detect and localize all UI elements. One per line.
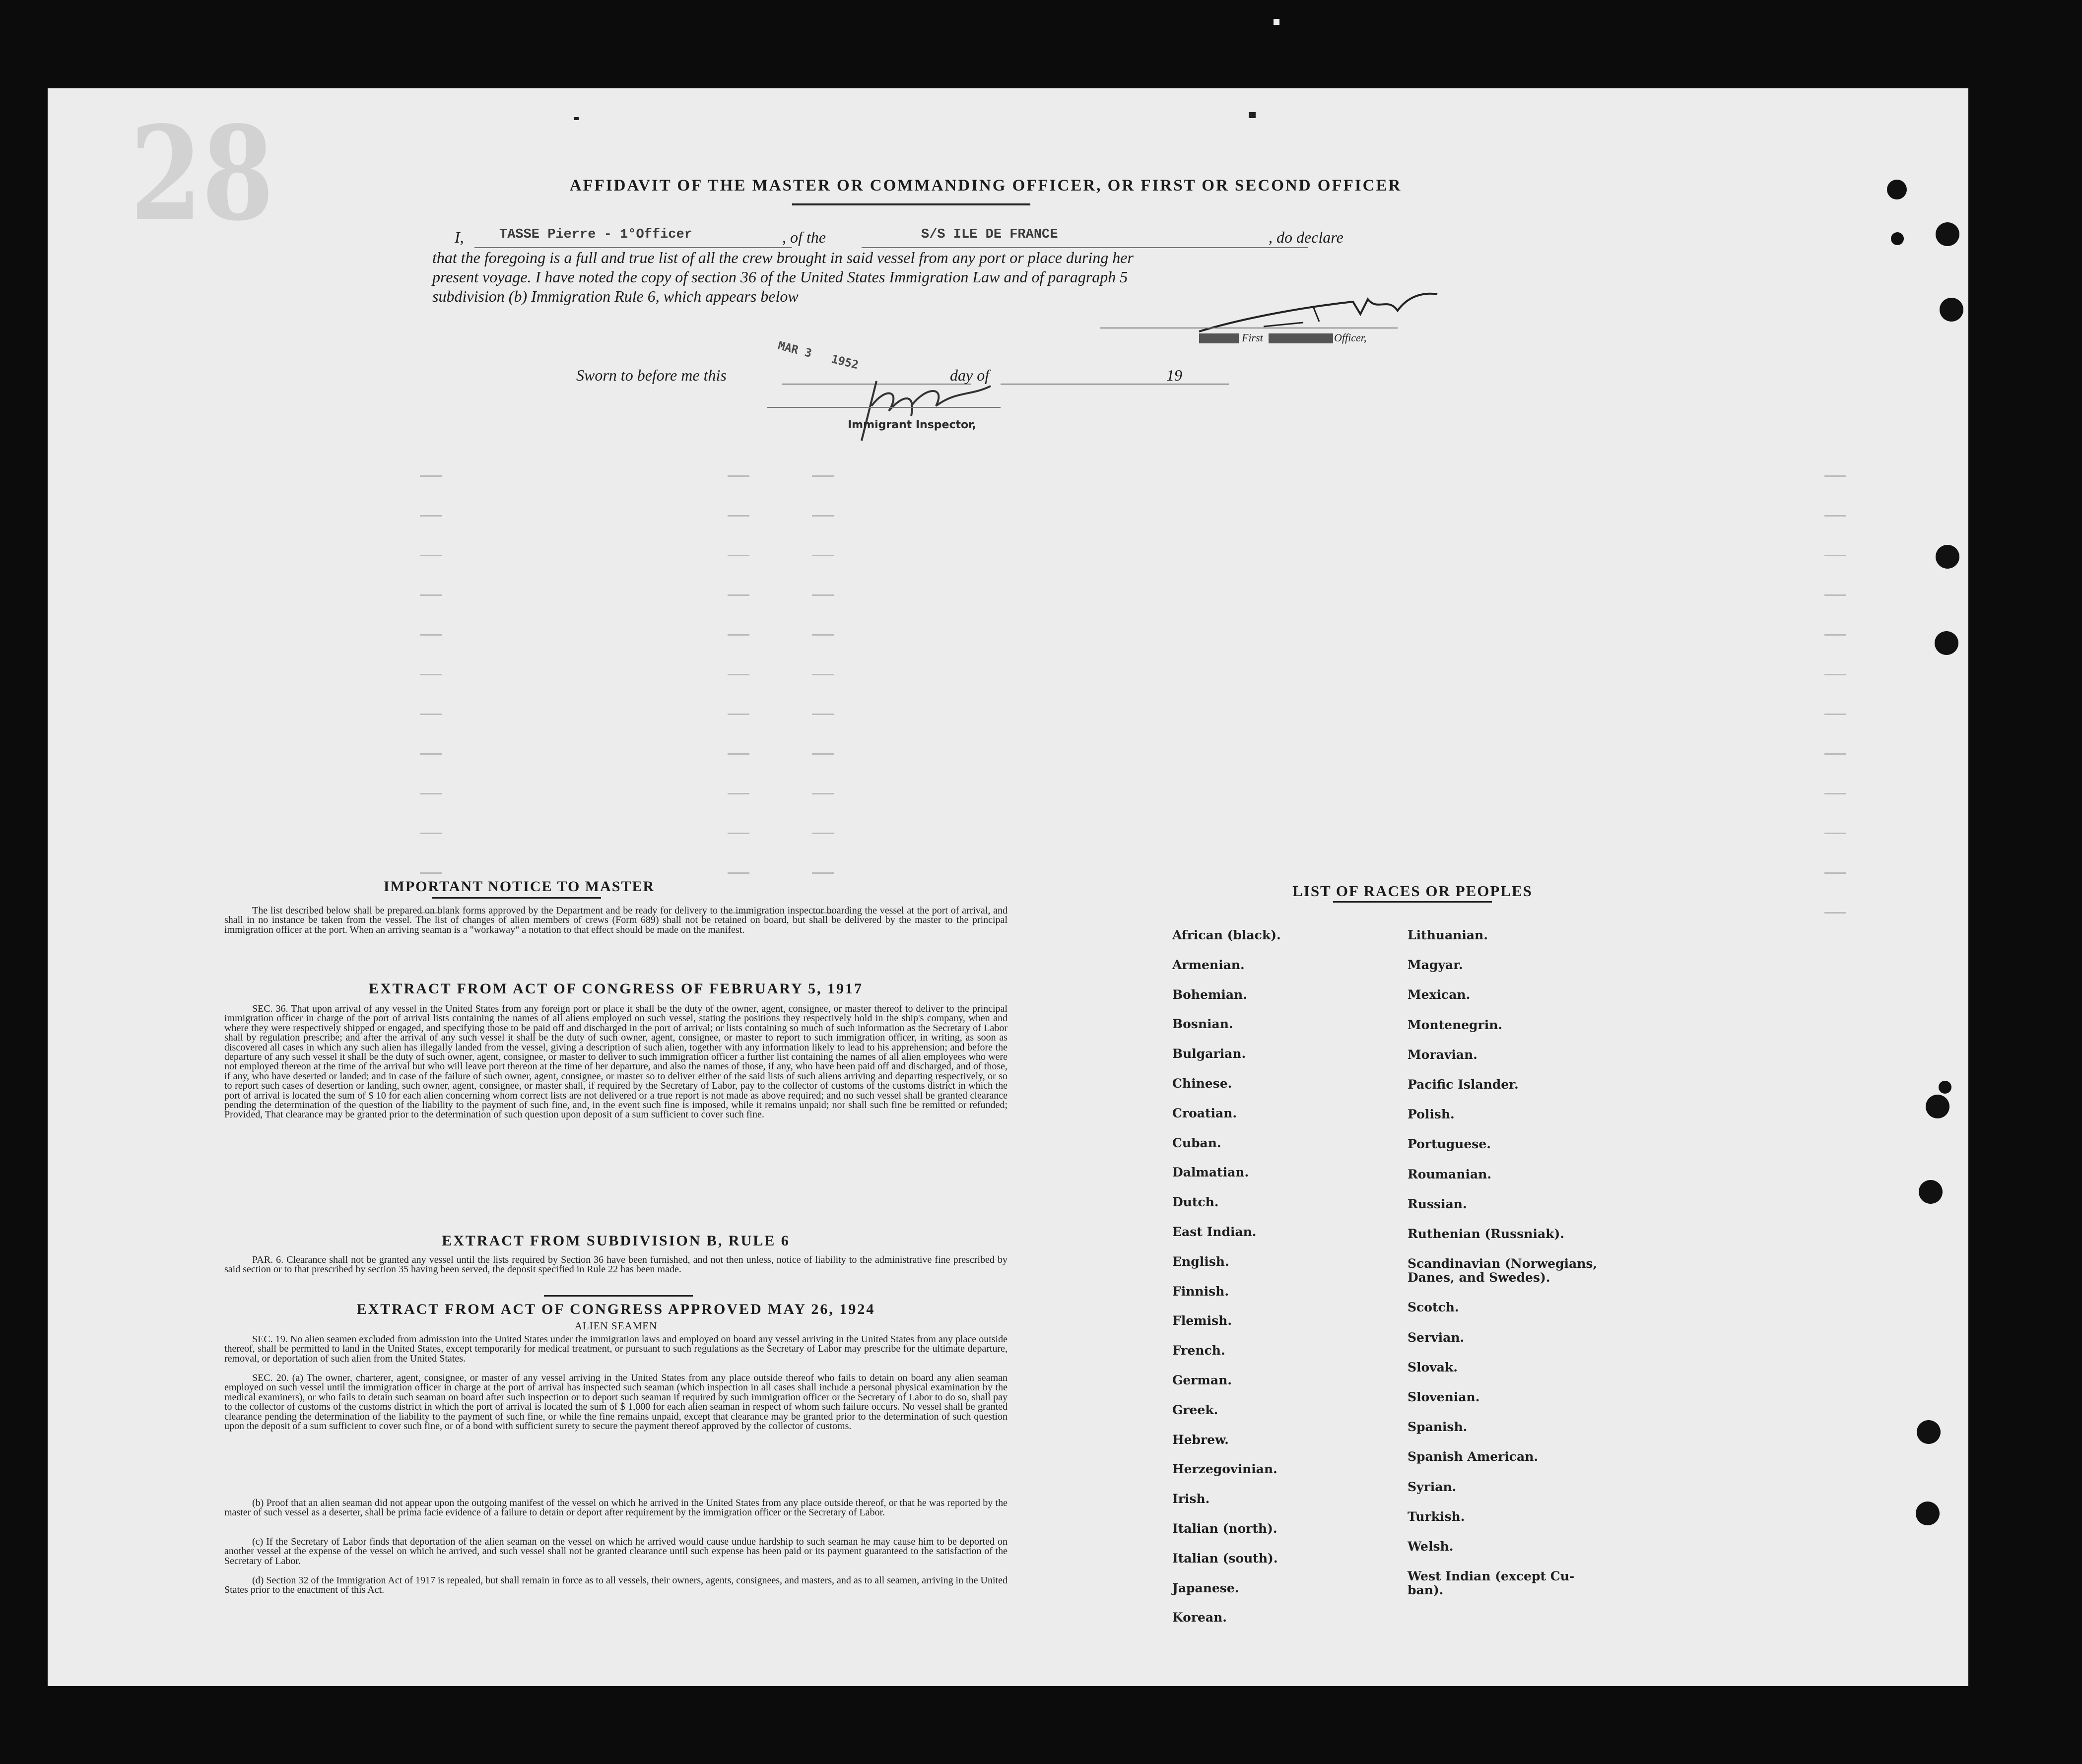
race-item: Cuban.	[1172, 1135, 1221, 1150]
binder-hole	[1936, 222, 1959, 246]
race-item: Flemish.	[1172, 1313, 1232, 1328]
race-item: Greek.	[1172, 1402, 1218, 1417]
race-item: Italian (north).	[1172, 1521, 1277, 1536]
affidavit-of-the: , of the	[782, 228, 826, 246]
race-item: Roumanian.	[1408, 1167, 1492, 1181]
race-item: Spanish American.	[1408, 1449, 1539, 1464]
sec-20d-text: (d) Section 32 of the Immigration Act of 1917 is repealed, but shall remain in force as to all vessels, their owners, agents, consignees, and masters, and as to all seamen, arriving in the United States prior to the enactment of this Act.	[224, 1575, 1007, 1596]
sec-20c-text: (c) If the Secretary of Labor finds that deportation of the alien seaman on the vessel on which he arrived would cause undue hardship to such seaman he may cause him to be deported on another vessel at the expense of the vessel on which he arrived, and such vessel shall not be granted clearance until such expense has been paid or its payment guaranteed to the satisfaction of the Secretary of Labor.	[224, 1536, 1007, 1567]
binder-dot	[1939, 1081, 1951, 1094]
sworn-text: Sworn to before me this	[576, 366, 727, 384]
race-item: Pacific Islander.	[1408, 1077, 1519, 1092]
affidavit-title-rule	[792, 203, 1030, 205]
extract-1924-subtitle: ALIEN SEAMEN	[574, 1320, 658, 1332]
extract-1924-title: EXTRACT FROM ACT OF CONGRESS APPROVED MAY 26, 1924	[356, 1301, 875, 1317]
top-mark-1	[574, 117, 579, 120]
race-item: Japanese.	[1172, 1580, 1239, 1595]
race-item: French.	[1172, 1343, 1225, 1358]
inspector-signature-line	[767, 407, 1001, 408]
race-item: Danes, and Swedes).	[1408, 1270, 1550, 1285]
race-item: Korean.	[1172, 1610, 1227, 1625]
binder-hole	[1940, 298, 1963, 322]
extract-rule6-rule	[544, 1295, 693, 1297]
race-item: Dalmatian.	[1172, 1165, 1249, 1180]
race-item: Finnish.	[1172, 1284, 1229, 1299]
race-item: Mexican.	[1408, 987, 1471, 1002]
race-item: Turkish.	[1408, 1509, 1465, 1524]
binder-hole	[1887, 180, 1907, 199]
race-item: Irish.	[1172, 1492, 1210, 1506]
notice-title: IMPORTANT NOTICE TO MASTER	[383, 878, 655, 895]
race-item: German.	[1172, 1373, 1232, 1387]
race-item: English.	[1172, 1254, 1229, 1269]
affidavit-do-declare: , do declare	[1269, 228, 1343, 246]
race-item: Chinese.	[1172, 1076, 1232, 1091]
binder-hole	[1936, 545, 1959, 569]
officer-name-line	[474, 247, 792, 248]
date-stamp: MAR 3 1952	[776, 339, 860, 372]
bleed-through-number: 28	[130, 98, 274, 250]
binder-hole	[1919, 1180, 1943, 1204]
year-prefix: 19	[1166, 366, 1182, 384]
race-item: Portuguese.	[1408, 1137, 1491, 1152]
vessel-name: S/S ILE DE FRANCE	[921, 227, 1058, 242]
inspector-caption: Immigrant Inspector,	[848, 419, 977, 431]
race-item: Lithuanian.	[1408, 928, 1488, 942]
race-item: Bulgarian.	[1172, 1046, 1246, 1061]
affidavit-body-line-1: that the foregoing is a full and true list of all the crew brought in said vessel from any port or place during her	[432, 249, 1134, 266]
affidavit-i-label: I,	[455, 228, 464, 246]
affidavit-title: AFFIDAVIT OF THE MASTER OR COMMANDING OFFICER, OR FIRST OR SECOND OFFICER	[569, 177, 1402, 195]
race-item: Herzegovinian.	[1172, 1462, 1277, 1477]
race-item: East Indian.	[1172, 1225, 1257, 1239]
binder-hole	[1935, 631, 1958, 655]
races-title: LIST OF RACES OR PEOPLES	[1292, 882, 1533, 900]
binder-dot	[1891, 232, 1904, 245]
race-item: Croatian.	[1172, 1106, 1237, 1120]
race-item: Slovak.	[1408, 1360, 1458, 1374]
race-item: Polish.	[1408, 1107, 1455, 1122]
race-item: Scotch.	[1408, 1300, 1459, 1315]
binder-hole	[1916, 1502, 1940, 1525]
race-item: Scandinavian (Norwegians,	[1408, 1256, 1598, 1271]
extract-rule6-title: EXTRACT FROM SUBDIVISION B, RULE 6	[442, 1233, 790, 1249]
officer-name: TASSE Pierre - 1°Officer	[499, 227, 692, 242]
race-item: Spanish.	[1408, 1420, 1468, 1435]
corner-mark	[1274, 19, 1279, 25]
extract-1917-title: EXTRACT FROM ACT OF CONGRESS OF FEBRUARY 5, 1917	[368, 980, 864, 997]
officer-caption-prefix: First	[1242, 331, 1263, 344]
affidavit-body-line-2: present voyage. I have noted the copy of section 36 of the United States Immigration Law and of paragraph 5	[432, 268, 1128, 286]
officer-rank-redaction-1	[1199, 333, 1239, 343]
race-item: Ruthenian (Russniak).	[1408, 1227, 1564, 1241]
race-item: Welsh.	[1408, 1539, 1454, 1554]
race-item: Russian.	[1408, 1196, 1467, 1211]
sec-19-text: SEC. 19. No alien seamen excluded from admission into the United States under the immigration laws and employed on board any vessel arriving in the United States from any place outside thereof, shall be permitted to land in the United States, except temporarily for medical treatment, or pursuant to such regulations as the Secretary of Labor may prescribe for the ultimate departure, removal, or deportation of such alien from the United States.	[224, 1334, 1007, 1364]
races-title-rule	[1333, 901, 1492, 903]
binder-hole	[1926, 1095, 1949, 1118]
officer-caption-suffix: Officer,	[1334, 331, 1367, 344]
top-mark-2	[1249, 112, 1256, 118]
race-item: Hebrew.	[1172, 1432, 1229, 1447]
race-item: African (black).	[1172, 928, 1281, 942]
officer-signature-line	[1100, 327, 1398, 328]
race-item: West Indian (except Cu-	[1408, 1569, 1575, 1584]
race-item: Bohemian.	[1172, 987, 1247, 1002]
race-item: Magyar.	[1408, 958, 1463, 973]
day-of: day of	[950, 366, 990, 384]
race-item: ban).	[1408, 1583, 1444, 1598]
race-item: Italian (south).	[1172, 1551, 1278, 1566]
race-item: Syrian.	[1408, 1479, 1457, 1494]
inspector-signature	[842, 376, 1001, 451]
sec-20a-text: SEC. 20. (a) The owner, charterer, agent, consignee, or master of any vessel arriving in the United States from any place outside thereof who fails to detain on board any alien seaman employed on such vessel until the immigration officer in charge at the port of arrival has inspected such seaman (which inspection in all cases shall include a personal physical examination by the medical examiners), or who fails to detain such seaman on board after such inspection or to deport such seaman if required by such immigration officer or the Secretary of Labor to do so, shall pay to the collector of customs of the customs district in which the port of arrival is located the sum of $ 1,000 for each alien seaman in respect of whom such failure occurs. No vessel shall be granted clearance pending the determination of the liability to the payment of such fine, or while the fine remains unpaid, except that clearance may be granted prior to the determination of such question upon the deposit of a sum sufficient to cover such fine, or of a bond with sufficient surety to secure the payment thereof approved by the collector of customs.	[224, 1372, 1007, 1432]
extract-rule6-text: PAR. 6. Clearance shall not be granted any vessel until the lists required by Section 36 have been furnished, and not then unless, notice of liability to the administrative fine prescribed by said section or to that prescribed by section 35 having been served, the deposit specified in Rule 22 has been made.	[224, 1254, 1007, 1275]
race-item: Bosnian.	[1172, 1017, 1233, 1032]
affidavit-body-line-3: subdivision (b) Immigration Rule 6, which appears below	[432, 287, 799, 305]
form-page	[48, 88, 1968, 1686]
vessel-name-line	[862, 247, 1308, 248]
notice-text: The list described below shall be prepared on blank forms approved by the Department and be ready for delivery to the immigration inspector boarding the vessel at the port of arrival, and shall in no instance be taken from the vessel. The list of changes of alien members of crews (Form 689) shall not be retained on board, but shall be delivered by the master to the principal immigration officer at the port. When an arriving seaman is a "workaway" a notation to that effect should be made on the manifest.	[224, 905, 1007, 935]
sec-20b-text: (b) Proof that an alien seaman did not appear upon the outgoing manifest of the vessel on which he arrived in the United States from any place outside thereof, or that he was reported by the master of such vessel as a deserter, shall be prima facie evidence of a failure to detain or deport after requirement by the immigration officer or the Secretary of Labor.	[224, 1498, 1007, 1518]
officer-rank-redaction-2	[1269, 333, 1333, 343]
year-line	[1184, 384, 1229, 385]
race-item: Servian.	[1408, 1330, 1465, 1345]
race-item: Montenegrin.	[1408, 1017, 1503, 1032]
notice-title-rule	[432, 897, 601, 899]
race-item: Armenian.	[1172, 957, 1245, 972]
race-item: Slovenian.	[1408, 1390, 1480, 1404]
race-item: Moravian.	[1408, 1047, 1478, 1062]
binder-hole	[1917, 1420, 1941, 1444]
extract-1917-text: SEC. 36. That upon arrival of any vessel in the United States from any foreign port or place it shall be the duty of the owner, agent, consignee, or master thereof to deliver to the principal immigration officer in charge of the port of arrival lists containing the names of all aliens employed on such vessel, stating the positions they respectively hold in the ship's company, when and where they were respectively shipped or engaged, and specifying those to be paid off and discharged in the port of arrival; or lists containing so much of such information as the Secretary of Labor shall by regulation prescribe; and after the arrival of any such vessel it shall be the duty of such owner, agent, consignee, or master to report to such immigration officer, in writing, as soon as discovered all cases in which any such alien has illegally landed from the vessel, giving a description of such alien, together with any information likely to lead to his apprehension; and before the departure of any such vessel it shall be the duty of such owner, agent, consignee, or master to deliver to such immigration officer a further list containing the names of all alien employees who were not employed thereon at the time of the arrival but who will leave port thereon at the time of her departure, and also the names of those, if any, who have been paid off and discharged, and of those, if any, who have deserted or landed; and in case of the failure of such owner, agent, consignee, or master so to deliver either of the said lists of such aliens arriving and departing respectively, or so to report such cases of desertion or landing, such owner, agent, consignee, or master shall, if required by the Secretary of Labor, pay to the collector of customs of the customs district in which the port of arrival is located the sum of $ 10 for each alien concerning whom correct lists are not delivered or a true report is not made as above required; and no such vessel shall be granted clearance pending the determination of the question of the liability to the payment of such fine, and, in the event such fine is imposed, while it remains unpaid; nor shall such fine be remitted or refunded; Provided, That clearance may be granted prior to the determination of such question upon deposit of a sum sufficient to cover such fine.	[224, 1003, 1007, 1120]
race-item: Dutch.	[1172, 1195, 1219, 1210]
